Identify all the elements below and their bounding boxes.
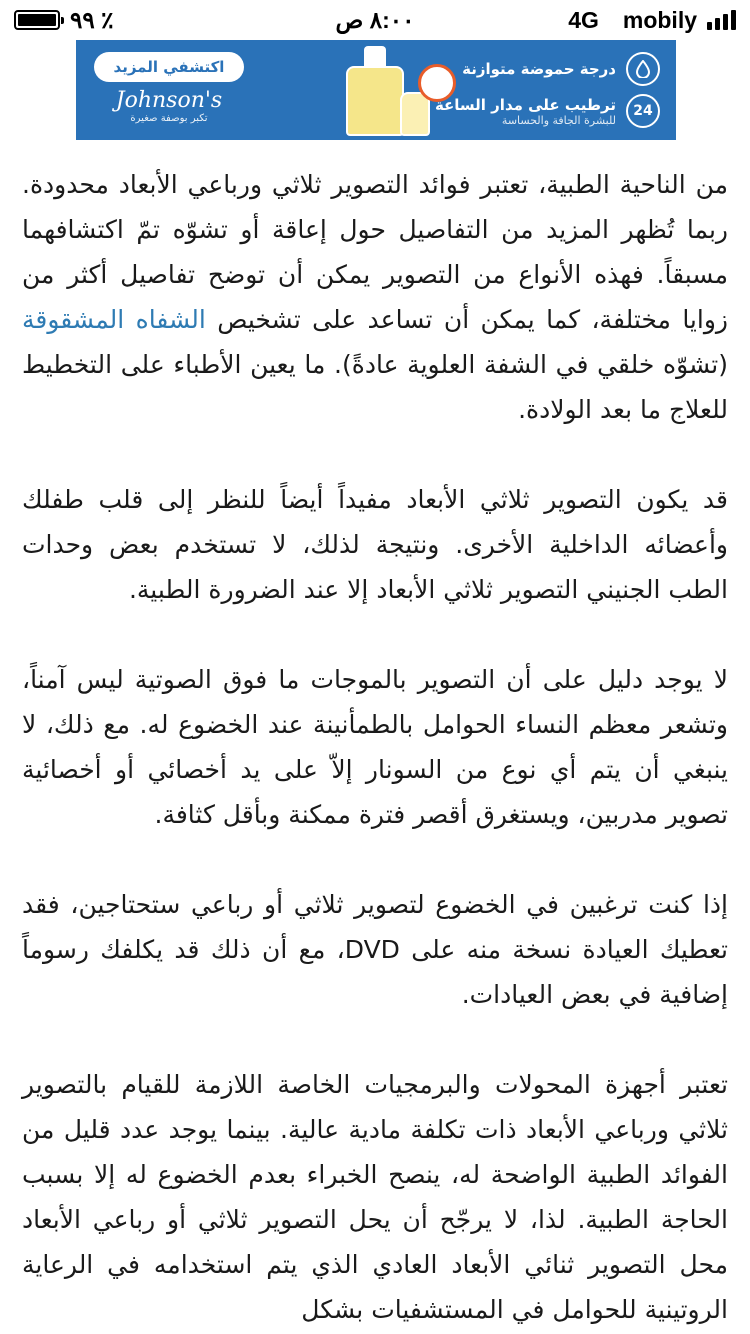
feature-hydration-subtext: للبشرة الجافة والحساسة <box>501 113 616 127</box>
product-image <box>276 44 456 136</box>
bottle-large <box>346 66 404 136</box>
droplet-icon <box>626 52 660 86</box>
network-type: 4G <box>568 6 599 33</box>
article-body <box>0 140 750 1334</box>
paragraph-5: تعتبر أجهزة المحولات والبرمجيات الخاصة اللازمة للقيام بالتصوير ثلاثي ورباعي الأبعاد ذات تكلفة مادية عالية. بينما يوجد عدد قليل من الفوائد الطبية الواضحة له، ينصح الخبراء بعدم الخضوع له إلا بسبب الحاجة الطبية. لذا، لا يرجّح أن يحل التصوير ثلاثي أو رباعي الأبعاد محل التصوير ثنائي الأبعاد العادي الذي يتم استخدامه في الرعاية الروتينية للحوامل في المستشفيات بشكل <box>22 1070 728 1324</box>
cleft-lip-link[interactable]: الشفاه المشقوقة <box>22 305 206 334</box>
paragraph-3: لا يوجد دليل على أن التصوير بالموجات ما فوق الصوتية ليس آمناً، وتشعر معظم النساء الحوامل بالطمأنينة عند الخضوع له. مع ذلك، لا ينبغي أن يتم أي نوع من السونار إلاّ على يد أخصائي أو أخصائية تصوير مدربين، ويستغرق أقصر فترة ممكنة وبأقل كثافة. <box>22 665 728 829</box>
feature-hydration <box>430 94 660 128</box>
battery-group <box>14 7 113 34</box>
discover-more-button[interactable]: اكتشفي المزيد <box>94 52 244 82</box>
clock: ٨:٠٠ ص <box>335 6 415 33</box>
clock-24-icon: 24 <box>626 94 660 128</box>
carrier-name: mobily <box>622 6 697 33</box>
paragraph-1: من الناحية الطبية، تعتبر فوائد التصوير ثلاثي ورباعي الأبعاد محدودة. ربما تُظهر المزيد من التفاصيل حول إعاقة أو تشوّه تمّ اكتشافهما مسبقاً. فهذه الأنواع من التصوير يمكن أن توضح تفاصيل أكثر من زوايا مختلفة، كما يمكن أن تساعد على تشخيص الشفاه المشقوقة (تشوّه خلقي في الشفة العلوية عادةً). ما يعين الأطباء على التخطيط للعلاج ما بعد الولادة. <box>22 170 728 424</box>
battery-icon <box>14 10 60 30</box>
feature-ph-text: درجة حموضة متوازنة <box>462 60 616 78</box>
brand-tagline: تكبر بوصفة صغيرة <box>130 113 208 124</box>
paragraph-2: قد يكون التصوير ثلاثي الأبعاد مفيداً أيضاً للنظر إلى قلب طفلك وأعضائه الداخلية الأخرى. ونتيجة لذلك، لا تستخدم بعض وحدات الطب الجنيني التصوير ثلاثي الأبعاد إلا عند الضرورة الطبية. <box>22 485 728 604</box>
feature-hydration-text: ترطيب على مدار الساعة <box>434 95 616 114</box>
status-bar <box>0 0 750 40</box>
signal-icon <box>707 10 736 30</box>
ad-banner[interactable] <box>76 40 676 140</box>
paragraph-4: إذا كنت ترغبين في الخضوع لتصوير ثلاثي أو رباعي ستحتاجين، فقد تعطيك العيادة نسخة منه على DVD، مع أن ذلك قد يكلفك رسوماً إضافية في بعض العيادات. <box>22 890 729 1009</box>
ad-brand-block <box>94 52 244 124</box>
feature-ph <box>430 52 660 86</box>
brand-logo: Johnson's <box>115 88 223 113</box>
carrier-group <box>568 7 736 34</box>
bottle-pump <box>364 46 386 68</box>
battery-percent: ٪ ٩٩ <box>70 6 114 33</box>
ad-features <box>430 52 660 136</box>
